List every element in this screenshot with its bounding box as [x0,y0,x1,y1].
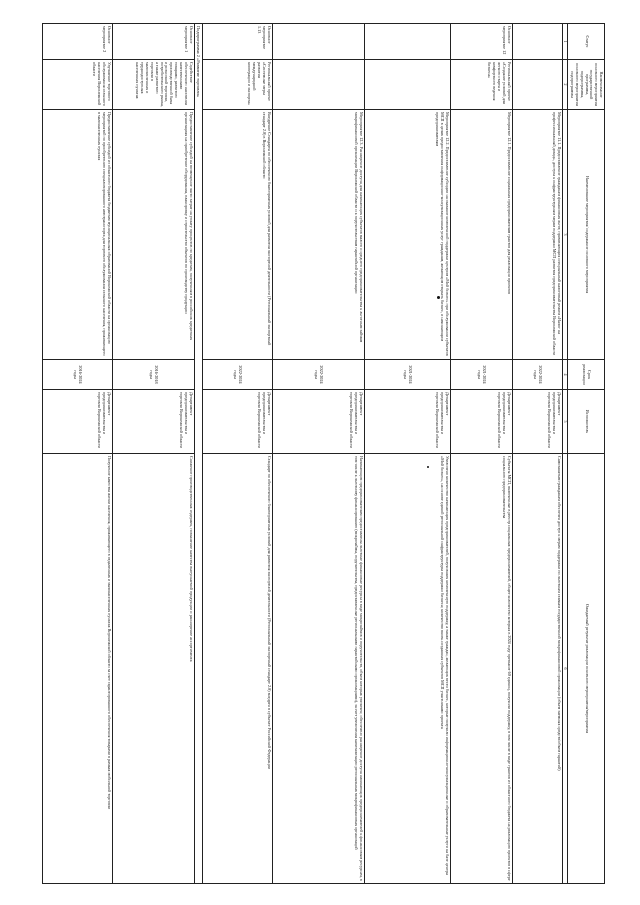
table-row [42,23,112,883]
cell-program [364,59,450,109]
section-row [194,23,202,883]
program-table [42,23,605,884]
cell-program: Улучшение торгового обслуживания сельского населения Воронежской области [42,59,112,109]
cell-result: Стандарт по обеспечению благоприятных условий для развития экспортной деятельности (Региональный экспортный стандарт 2.0) внедрен в субъекте Российской Федерации [202,453,272,883]
column-numbers-row [562,23,568,883]
cell-executor: Департамент предпринимательства и торговли Воронежской области [272,389,364,453]
col-number: 5 [562,389,568,453]
cell-measure: Мероприятие 12.1. Предоставление социальных предпринимателям грантов для реализации проектов [450,109,512,359]
cell-status [364,23,450,59]
table-row [512,23,562,883]
cell-result: Получение качества жизни населения, проживающего в отдаленных и малонаселенных пунктах Воронежской области за счет гарантированного обеспечения товарами в рамках мобильной торговли [42,453,112,883]
cell-measure: Предоставление субсидий из областного бюджета бюджетам муниципальных образований Воронежской области на организацию мероприятий по приобретению специализированного автотранспорта для торгового обслуживания сельского населения, проживающего в малонаселенных пунктах [42,109,112,359]
header-result: Ожидаемый результат реализации основного мероприятия/мероприятия [568,453,605,883]
header-executor: Исполнитель [568,389,605,453]
table-row [364,23,450,883]
cell-program: Региональный проект «Создание условий для легкого старта и комфортного ведения бизнеса» [450,59,512,109]
cell-term: 2021-2024 годы [364,359,450,389]
cell-result: Начинающим предпринимателям предоставлены льготные финансовые ресурсы в виде микрозаймов и поручительств, объем которых увеличен; обеспечено расширение доступа начинающих предпринимателей к финансовым ресурсам, в том числе к льготному финансированию (микрозаймы, поручительства, предоставленные региональными гарантийными организациями), за счет увеличения капитализации региональных микрофинансовых организаций [272,453,364,883]
cell-term: 2022-2024 годы [512,359,562,389]
cell-term: 2021-2024 годы [450,359,512,389]
cell-status [512,23,562,59]
header-term: Срок реализации [568,359,605,389]
col-number: 6 [562,453,568,883]
table-header-row [568,23,605,883]
cell-status: Основное мероприятие 1.13 [202,23,272,59]
table-row [202,23,272,883]
cell-status: Основное мероприятие 12 [450,23,512,59]
cell-measure: Мероприятие 11.1. Предоставление гражданам финансовых льгот, применяющих специальный налоговый режим «Налог на профессиональный доход», доступа к инфраструктурным мерам поддержки МСП развития предпринимательства Воронежской области [512,109,562,359]
cell-term: 2016-2018 годы [112,359,194,389]
header-program-name: Наименование основного мероприятия государственной программы, подпрограммы, основного мероприятия подпрограммы [568,59,605,109]
cell-measure: Мероприятие 12.2. Предоставление субсидии на оказание комплексной поддержки центром «Мой бизнес» при обслуживании субъектов МСП в целях предоставления информационно-консультационных услуг гражданам, желающим открыть бизнес, и начинающим предпринимателям [364,109,450,359]
col-number: 4 [562,359,568,389]
cell-executor: Департамент предпринимательства и торговли Воронежской области [112,389,194,453]
table-row [272,23,364,883]
cell-term: 2022-2024 годы [272,359,364,389]
cell-measure: Предоставление субсидий на возмещение части затрат на уплату процентов по кредитам, полученным в российских кредитных организациях на приобретение оборудования, планировку и строительство объектов по производству продукции [112,109,194,359]
cell-executor: Департамент предпринимательства и торговли Воронежской области [202,389,272,453]
cell-result: Самозанятым гражданам обеспечен доступ к мерам поддержки по льготным ставкам государственной микрофинансовой организации (объем заемных средств/объем гарантий) [512,453,562,883]
cell-executor: Департамент предпринимательства и торговли Воронежской области [364,389,450,453]
header-measure-name: Наименование мероприятия/ содержание основного мероприятия [568,109,605,359]
cell-result: Снижение производственных издержек, повышение качества выпускаемой продукции и расширение ассортимента [112,453,194,883]
cell-executor: Департамент предпринимательства и торговли Воронежской области [42,389,112,453]
cell-term: 2022-2024 годы [202,359,272,389]
rotated-table-wrapper [35,23,605,883]
header-status: Статус [568,23,605,59]
cell-program [272,59,364,109]
table-row [450,23,512,883]
cell-status [272,23,364,59]
table-row [112,23,194,883]
cell-result: Субъекты МСП, включенные в реестр социальных предпринимателей, общее количество которых в 2024 году превысит 60 единиц, получили поддержку, в том числе в виде грантов из областного бюджета на реализацию проектов в сфере социального предпринимательства [450,453,512,883]
cell-program: Региональный проект «Системные меры развития международной кооперации и экспорта» [202,59,272,109]
cell-executor: Департамент предпринимательства и торговли Воронежской области [450,389,512,453]
cell-measure: Мероприятие 12.3. Расширение доступа для начинающих субъектов малого и среднего предпринимательства к льготным займам микрофинансовой организации Воронежской области и к поручительствам гарантийной организации [272,109,364,359]
cell-term: 2016-2024 годы [42,359,112,389]
col-number: 3 [562,109,568,359]
cell-executor: Департамент предпринимательства и торговли Воронежской области [512,389,562,453]
cell-status: Основное мероприятие 1 [112,23,194,59]
cell-program [512,59,562,109]
cell-status: Основное мероприятие 2 [42,23,112,59]
cell-program: Содействие обеспечению населения качественными товарами, развитию производственной базы и розничной торговли, потребительского рынка, а также развитию торговли в малочисленных и труднодоступных населенных пунктах [112,59,194,109]
cell-result: Увеличено количество начинающих предпринимателей, получивших комплексную поддержку, а также граждан, желающих вести бизнес, которые получили информационно-консультационные и образовательные услуги на базе центра «Мой бизнес», на основе единой региональной инфраструктуры поддержки бизнеса; количество вновь созданных субъектов МСП участниками проекта [364,453,450,883]
col-number: 1 [562,23,568,59]
cell-measure: Внедрение Стандарта по обеспечению благоприятных условий для развития экспортной деятельности (Региональный экспортный стандарт 2.0) в Воронежской области [202,109,272,359]
col-number: 2 [562,59,568,109]
section-title: Подпрограмма 2 «Развитие торговли» [194,23,202,883]
